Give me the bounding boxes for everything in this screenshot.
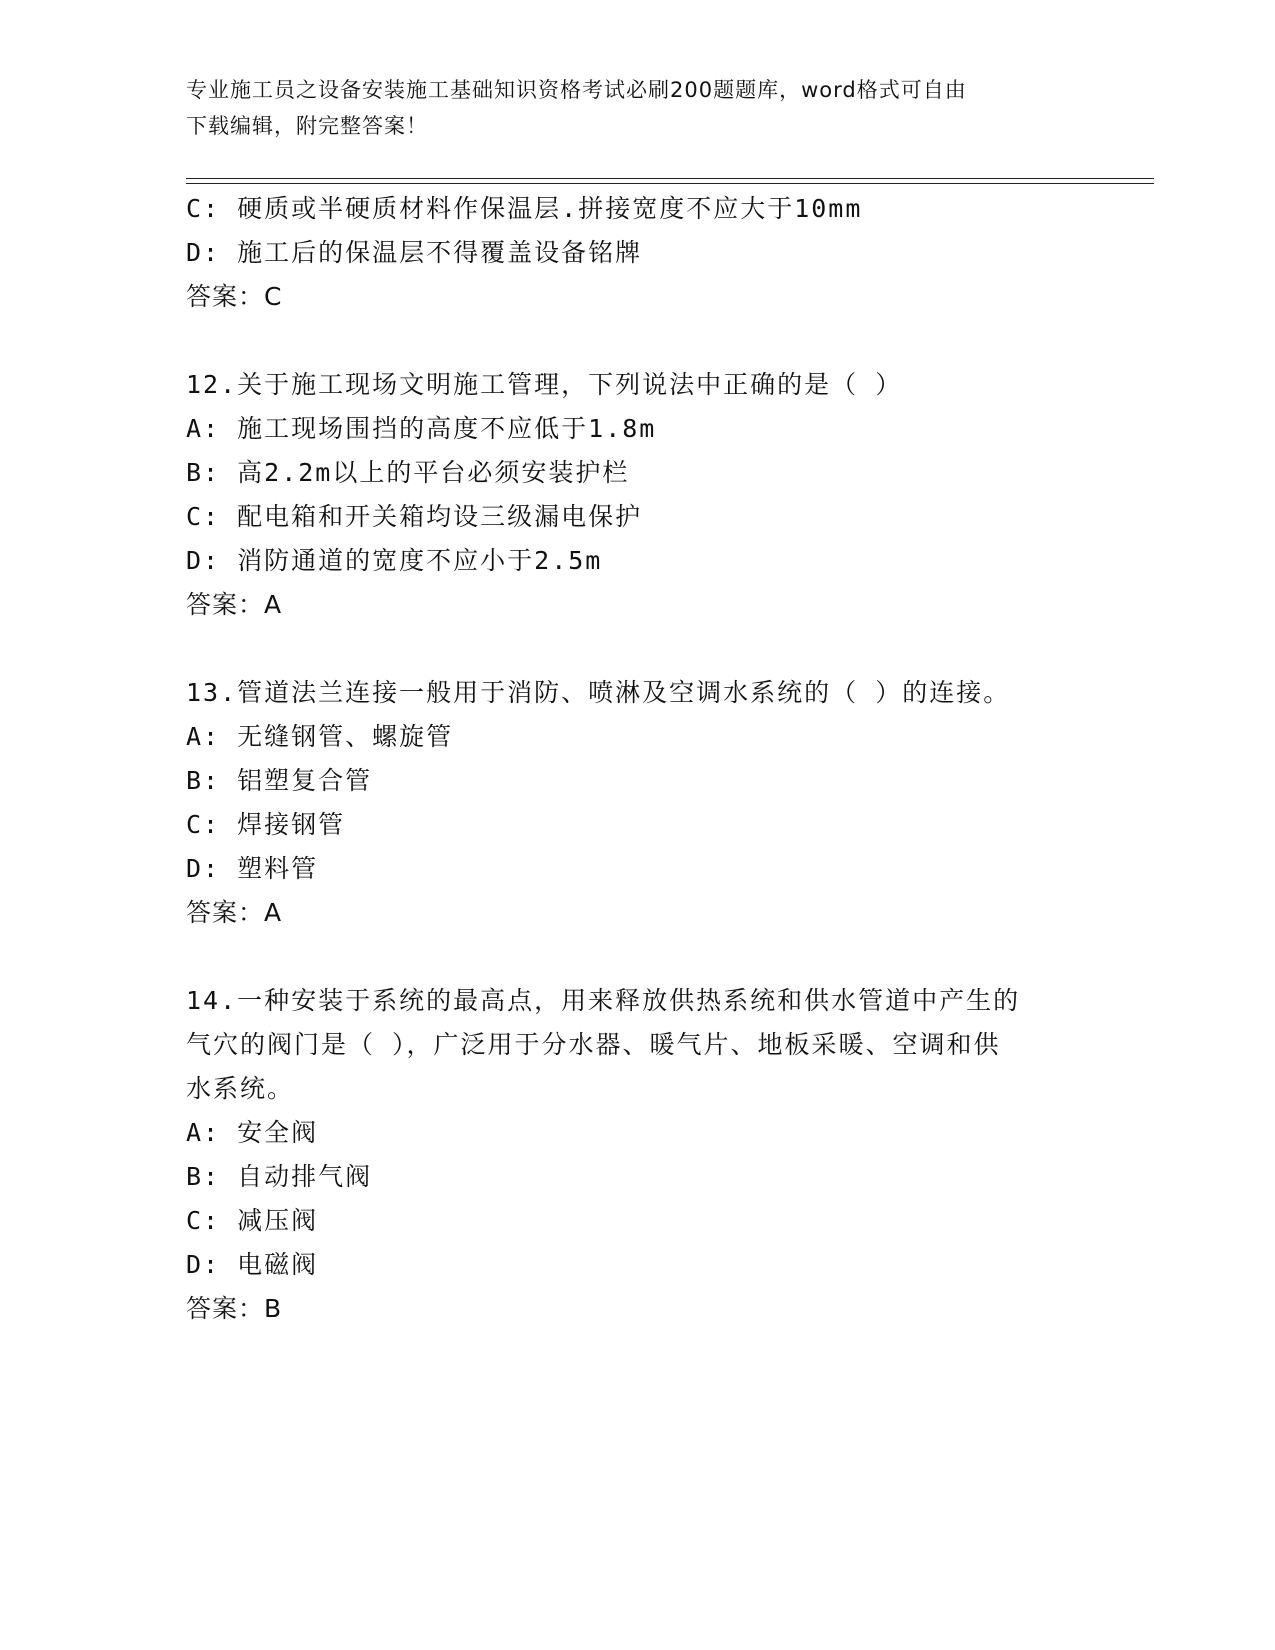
option-b: B: 铝塑复合管 xyxy=(186,766,373,795)
option-b: B: 高2.2m以上的平台必须安装护栏 xyxy=(186,458,630,487)
option-c: C: 减压阀 xyxy=(186,1206,319,1235)
option-b: B: 自动排气阀 xyxy=(186,1162,373,1191)
question-stem: 12.关于施工现场文明施工管理，下列说法中正确的是（ ） xyxy=(186,370,903,399)
option-c: C: 配电箱和开关箱均设三级漏电保护 xyxy=(186,502,643,531)
option-d: D: 消防通道的宽度不应小于2.5m xyxy=(186,546,603,575)
option-d: D: 塑料管 xyxy=(186,854,319,883)
header-divider-top xyxy=(186,178,1154,179)
question-stem-line-3: 水系统。 xyxy=(186,1074,295,1103)
header-line-1: 专业施工员之设备安装施工基础知识资格考试必刷200题题库，word格式可自由 xyxy=(186,78,967,102)
answer-line: 答案：B xyxy=(186,1294,283,1323)
header-divider-bottom xyxy=(186,183,1154,184)
answer-line: 答案：A xyxy=(186,898,283,927)
option-a: A: 安全阀 xyxy=(186,1118,319,1147)
option-a: A: 无缝钢管、螺旋管 xyxy=(186,722,454,751)
header-line-2: 下载编辑，附完整答案！ xyxy=(186,114,428,138)
answer-line: 答案：A xyxy=(186,590,283,619)
option-c: C: 焊接钢管 xyxy=(186,810,346,839)
option-c: C: 硬质或半硬质材料作保温层.拼接宽度不应大于10mm xyxy=(186,194,863,223)
option-d: D: 施工后的保温层不得覆盖设备铭牌 xyxy=(186,238,643,267)
option-d: D: 电磁阀 xyxy=(186,1250,319,1279)
option-a: A: 施工现场围挡的高度不应低于1.8m xyxy=(186,414,657,443)
question-stem: 13.管道法兰连接一般用于消防、喷淋及空调水系统的（ ）的连接。 xyxy=(186,678,1011,707)
question-stem-line-2: 气穴的阀门是（ ），广泛用于分水器、暖气片、地板采暖、空调和供 xyxy=(186,1030,1001,1059)
answer-line: 答案：C xyxy=(186,282,283,311)
question-stem-line-1: 14.一种安装于系统的最高点，用来释放供热系统和供水管道中产生的 xyxy=(186,986,1021,1015)
document-header xyxy=(186,72,1086,144)
